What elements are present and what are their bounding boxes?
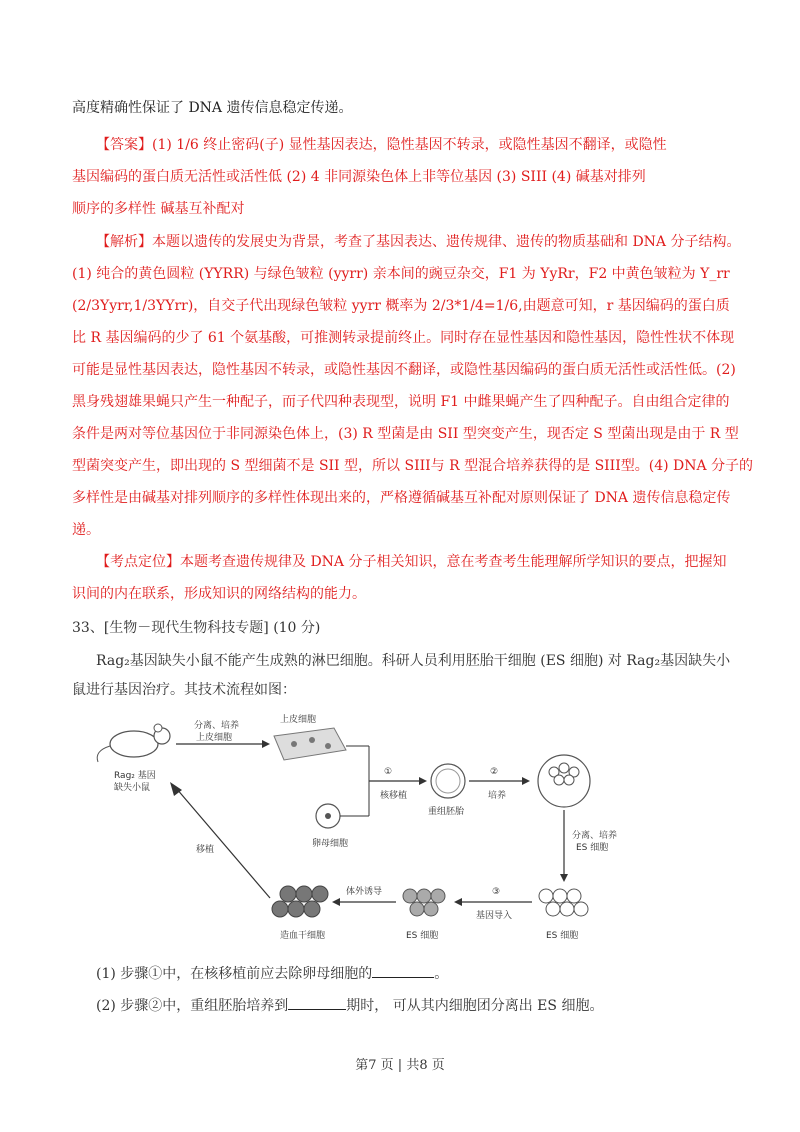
question-intro: 鼠进行基因治疗。其技术流程如图： xyxy=(72,682,296,698)
arrow-label: 基因导入 xyxy=(476,911,513,921)
step-number: ② xyxy=(490,767,499,777)
blastocyst-icon xyxy=(538,755,590,807)
sub-question-text: 。 xyxy=(434,966,449,982)
sub-question-text: (1) 步骤①中，在核移植前应去除卵母细胞的 xyxy=(96,966,373,982)
answer-blank[interactable] xyxy=(372,963,434,978)
arrow-label: 移植 xyxy=(196,845,215,855)
arrow-label: 上皮细胞 xyxy=(196,733,233,743)
es-cells-icon xyxy=(539,889,588,916)
key-point-line: 识间的内在联系，形成知识的网络结构的能力。 xyxy=(72,586,366,602)
es-label: ES 细胞 xyxy=(406,931,439,941)
embryo-label: 重组胚胎 xyxy=(428,807,465,817)
page-footer: 第7 页 | 共8 页 xyxy=(355,1058,445,1073)
sub-question-text: 期时， 可从其内细胞团分离出 ES 细胞。 xyxy=(346,998,604,1014)
arrow-label: 核移植 xyxy=(380,791,408,801)
explanation-line: 型菌突变产生，即出现的 S 型细菌不是 SII 型，所以 SIII与 R 型混合培养获得的是 SIII型。(4) DNA 分子的 xyxy=(72,458,754,474)
es-cells-modified-icon xyxy=(403,889,445,916)
arrow-label: 培养 xyxy=(488,791,507,801)
explanation-line: 可能是显性基因表达，隐性基因不转录，或隐性基因不翻译，或隐性基因编码的蛋白质无活性或活性低。(2) xyxy=(72,362,736,378)
sub-question-text: (2) 步骤②中，重组胚胎培养到 xyxy=(96,998,289,1014)
key-point-line: 【考点定位】本题考查遗传规律及 DNA 分子相关知识，意在考查考生能理解所学知识的要点，把握知 xyxy=(96,554,727,570)
answer-line: 基因编码的蛋白质无活性或活性低 (2) 4 非同源染色体上非等位基因 (3) SIII (4) 碱基对排列 xyxy=(72,169,646,185)
hematopoietic-stem-cells-icon xyxy=(272,886,328,917)
sub-question xyxy=(96,963,448,984)
answer-line: 顺序的多样性 碱基互补配对 xyxy=(72,201,245,217)
sub-question xyxy=(96,995,603,1016)
explanation-line: 比 R 基因编码的少了 61 个氨基酸，可推测转录提前终止。同时存在显性基因和隐性基因，隐性性状不体现 xyxy=(72,330,735,346)
answer-blank[interactable] xyxy=(288,995,346,1010)
arrow-label: 分离、培养 xyxy=(572,831,618,841)
explanation-line: (2/3Yyrr,1/3YYrr)，自交子代出现绿色皱粒 yyrr 概率为 2/3*1/4=1/6,由题意可知，r 基因编码的蛋白质 xyxy=(72,298,730,314)
question-heading: 33、[生物－现代生物科技专题] (10 分) xyxy=(72,620,321,636)
answer-line: 【答案】(1) 1/6 终止密码(子) 显性基因表达，隐性基因不转录，或隐性基因不翻译，或隐性 xyxy=(96,137,667,153)
step-number: ③ xyxy=(492,887,501,897)
explanation-line: 【解析】本题以遗传的发展史为背景，考查了基因表达、遗传规律、遗传的物质基础和 DNA 分子结构。 xyxy=(96,234,741,250)
question-intro: Rag₂基因缺失小鼠不能产生成熟的淋巴细胞。科研人员利用胚胎干细胞 (ES 细胞) 对 Rag₂基因缺失小 xyxy=(96,653,731,669)
epithelial-label: 上皮细胞 xyxy=(280,715,317,725)
arrow-label: 体外诱导 xyxy=(346,887,383,897)
explanation-line: (1) 纯合的黄色圆粒 (YYRR) 与绿色皱粒 (yyrr) 亲本间的豌豆杂交，F1 为 YyRr，F2 中黄色皱粒为 Y_rr xyxy=(72,266,730,282)
es-label: ES 细胞 xyxy=(546,931,579,941)
mouse-label: Rag₂ 基因 xyxy=(114,771,156,781)
arrow-label: 分离、培养 xyxy=(194,721,240,731)
explanation-line: 条件是两对等位基因位于非同源染色体上，(3) R 型菌是由 SII 型突变产生，现否定 S 型菌出现是由于 R 型 xyxy=(72,426,739,442)
explanation-line: 递。 xyxy=(72,522,100,538)
arrow-label: ES 细胞 xyxy=(576,843,609,853)
step-number: ① xyxy=(384,767,393,777)
mouse-icon xyxy=(97,724,170,762)
mouse-label: 缺失小鼠 xyxy=(114,783,151,793)
explanation-line: 多样性是由碱基对排列顺序的多样性体现出来的，严格遵循碱基互补配对原则保证了 DNA 遗传信息稳定传 xyxy=(72,490,731,506)
explanation-line: 黑身残翅雄果蝇只产生一种配子，而子代四种表现型，说明 F1 中雌果蝇产生了四种配子。自由组合定律的 xyxy=(72,394,730,410)
hsc-label: 造血干细胞 xyxy=(280,931,326,941)
oocyte-label: 卵母细胞 xyxy=(312,839,349,849)
text-line: 高度精确性保证了 DNA 遗传信息稳定传递。 xyxy=(72,100,353,116)
epithelial-cells-illustration xyxy=(274,728,346,760)
process-diagram xyxy=(84,706,644,956)
